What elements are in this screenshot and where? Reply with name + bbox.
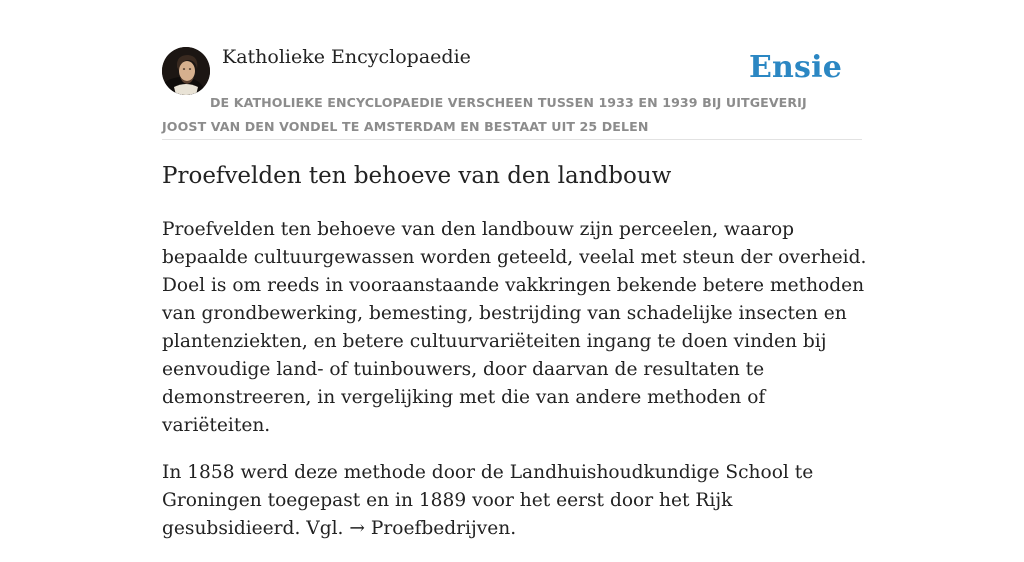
article-title: Proefvelden ten behoeve van den landbouw	[162, 163, 672, 189]
paragraph-text: In 1858 werd deze methode door de Landhuishoudkundige School te Groningen toegepast en in 1889 voor het eerst door het Rijk gesubsidieerd. Vgl.	[162, 462, 814, 539]
page-container	[162, 0, 867, 539]
proefbedrijven-link[interactable]: → Proefbedrijven	[349, 518, 511, 539]
article-body	[162, 216, 868, 562]
paragraph-end: .	[510, 518, 517, 539]
site-header	[162, 0, 862, 140]
portrait-avatar-icon[interactable]	[162, 47, 210, 95]
portrait-avatar-graphic	[162, 47, 210, 95]
encyclopedia-description: DE KATHOLIEKE ENCYCLOPAEDIE VERSCHEEN TUSSEN 1933 EN 1939 BIJ UITGEVERIJ JOOST VAN DEN VONDEL TE AMSTERDAM EN BESTAAT UIT 25 DELEN	[162, 95, 807, 134]
article-paragraph	[162, 459, 868, 543]
article-paragraph: Proefvelden ten behoeve van den landbouw zijn perceelen, waarop bepaalde cultuurgewassen worden geteeld, veelal met steun der overheid. Doel is om reeds in vooraanstaande vakkringen bekende betere methoden van grondbewerking, bemesting, bestrijding van schadelijke insecten en plantenziekten, en betere cultuurvariëteiten ingang te doen vinden bij eenvoudige land- of tuinbouwers, door daarvan de resultaten te demonstreeren, in vergelijking met die van andere methoden of variëteiten.	[162, 219, 867, 436]
ensie-logo[interactable]: Ensie	[748, 50, 842, 85]
site-title[interactable]: Katholieke Encyclopaedie	[222, 46, 471, 68]
